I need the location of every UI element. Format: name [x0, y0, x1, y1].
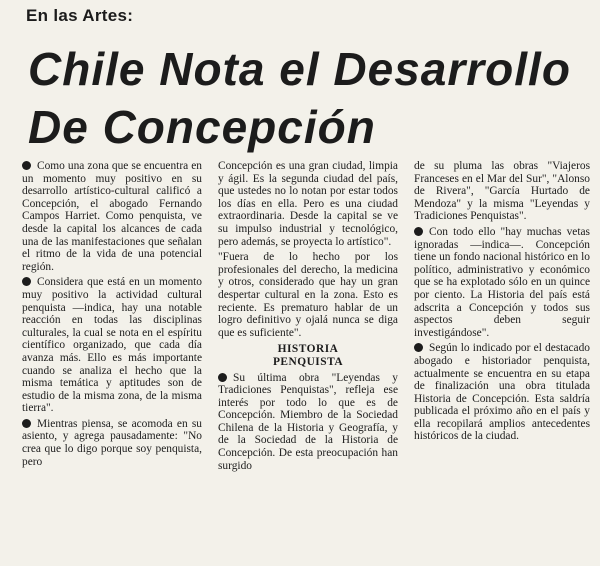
- article-column-1: [22, 160, 202, 471]
- paragraph: Concepción es una gran ciudad, limpia y ágil. Es la segunda ciudad del país, que ustedes no lo notan por estar todos los días en ella. Pero es una ciudad extraordinaria. Desde la capital se ve su impulso industrial y tecnológico, pero además, se proyecta lo artístico".: [218, 160, 398, 248]
- article-column-3: [414, 160, 590, 446]
- paragraph-text: Según lo indicado por el destacado abogado e historiador penquista, actualmente se encuentra en su etapa de finalización una obra titulada Historia de Concepción. Esta saldría publicada el próximo año en el país y ella recopilará amplios antecedentes históricos de la ciudad.: [414, 342, 590, 443]
- paragraph-text: Como una zona que se encuentra en un momento muy positivo en su desarrollo artístico-cultural calificó a Concepción, el abogado Fernando Campos Harriet. Como penquista, ve desde la capital los alcances de cada una de las manifestaciones que señalan el ritmo de la vida de una potencial región.: [22, 160, 202, 273]
- paragraph: [22, 418, 202, 468]
- paragraph-text: Su última obra "Leyendas y Tradiciones Penquistas", refleja ese interés por todo lo que es de Concepción. Miembro de la Sociedad Chilena de la Historia y Geografía, y de la Sociedad de la Historia de Concepción. De esta preocupación han surgido: [218, 371, 398, 472]
- subheading-line-1: HISTORIA: [277, 343, 339, 356]
- paragraph: "Fuera de lo hecho por los profesionales del derecho, la medicina y otros, considerado que hay un gran despertar cultural en la zona. Esto es reciente. Es prematuro hablar de un logro definitivo y ojalá nunca se diga que es suficiente".: [218, 251, 398, 339]
- paragraph-text: Mientras piensa, se acomoda en su asiento, y agrega pausadamente: "No crea que lo digo porque soy penquista, pero: [22, 417, 202, 468]
- paragraph: [22, 276, 202, 415]
- paragraph: de su pluma las obras "Viajeros Franceses en el Mar del Sur", "Alonso de Rivera", "García Hurtado de Mendoza" y la misma "Leyendas y Tradiciones Penquistas".: [414, 160, 590, 223]
- paragraph: [22, 160, 202, 273]
- headline-line-2: De Concepción: [28, 101, 376, 153]
- paragraph: [414, 342, 590, 443]
- bullet-icon: [414, 343, 423, 352]
- bullet-icon: [414, 227, 423, 236]
- headline-line-1: Chile Nota el Desarrollo: [28, 43, 571, 95]
- bullet-icon: [22, 161, 31, 170]
- paragraph: [414, 226, 590, 339]
- paragraph: [218, 372, 398, 473]
- bullet-icon: [218, 373, 227, 382]
- paragraph-text: Considera que está en un momento muy positivo la actividad cultural penquista —indica, hay una notable reacción en todas las disciplinas culturales, la cual se nota en el espíritu científico organizado, que cada día avanza más. Ello es más importante cuando se analiza el hecho que la misma temática y aptitudes son de estudio de la misma zona, de la misma tierra".: [22, 276, 202, 415]
- subheading-line-2: PENQUISTA: [272, 355, 344, 368]
- section-kicker: En las Artes:: [26, 6, 134, 25]
- bullet-icon: [22, 277, 31, 286]
- article-column-2: [218, 160, 398, 475]
- subheading: [218, 343, 398, 368]
- bullet-icon: [22, 419, 31, 428]
- paragraph-text: Con todo ello "hay muchas vetas ignoradas —indica—. Concepción tiene un fondo nacional histórico en lo político, administrativo y económico que se ha explotado sólo en un quince por ciento. La Historia del país está adscrita a Concepción y todos sus aspectos deben seguir investigándose".: [414, 225, 590, 339]
